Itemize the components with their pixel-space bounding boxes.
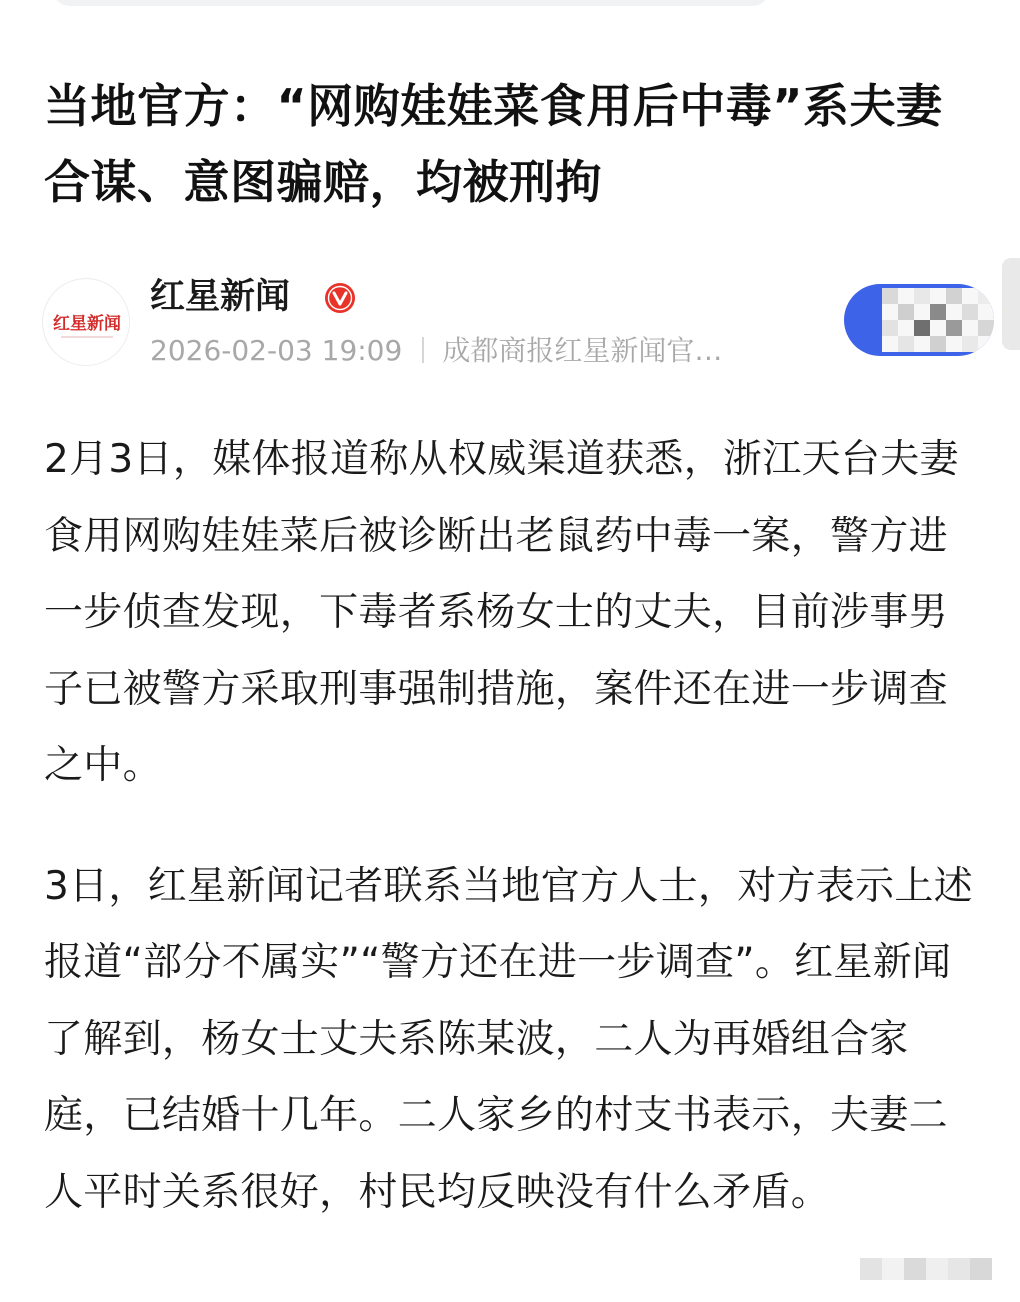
author-avatar[interactable]	[42, 278, 130, 366]
article-paragraph: 3日，红星新闻记者联系当地官方人士，对方表示上述报道“部分不属实”“警方还在进一步调查”。红星新闻了解到，杨女士丈夫系陈某波，二人为再婚组合家庭，已结婚十几年。二人家乡的村支书表示，夫妻二人平时关系很好，村民均反映没有什么矛盾。	[44, 863, 974, 1215]
verified-v-badge-icon	[324, 282, 356, 314]
article-body	[44, 422, 982, 1275]
source-name: 成都商报红星新闻官…	[442, 334, 723, 367]
follow-button[interactable]	[844, 284, 994, 356]
publish-meta	[150, 332, 722, 370]
avatar-logo-text: 红星新闻	[53, 314, 121, 334]
article-paragraph: 2月3日，媒体报道称从权威渠道获悉，浙江天台夫妻食用网购娃娃菜后被诊断出老鼠药中毒一案，警方进一步侦查发现，下毒者系杨女士的丈夫，目前涉事男子已被警方采取刑事强制措施，案件还在进一步调查之中。	[44, 437, 959, 788]
mosaic-corner-overlay-icon	[860, 1252, 1000, 1292]
top-search-bar[interactable]	[52, 0, 770, 6]
brand-logo-icon	[43, 279, 130, 366]
side-scroll-tab[interactable]	[1002, 258, 1020, 350]
article-title: 当地官方：“网购娃娃菜食用后中毒”系夫妻合谋、意图骗赔，均被刑拘	[44, 79, 943, 209]
meta-divider	[422, 337, 424, 363]
mosaic-blur-overlay-icon	[882, 288, 994, 352]
author-row	[42, 272, 1012, 372]
publish-time: 2026-02-03 19:09	[150, 334, 403, 367]
author-name[interactable]: 红星新闻	[150, 277, 291, 317]
